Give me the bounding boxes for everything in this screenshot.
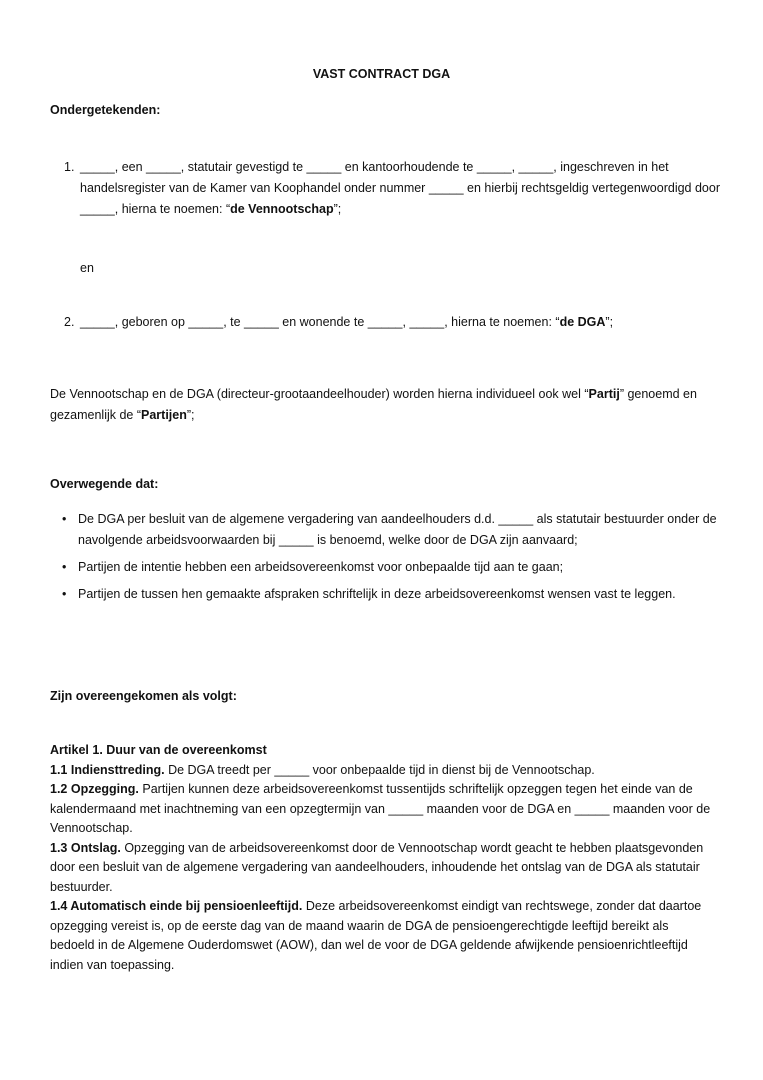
clause-1-2: 1.2 Opzegging. Partijen kunnen deze arbeidsovereenkomst tussentijds schriftelijk opzeggen tegen het einde van de kalendermaand met inachtneming van een opzegtermijn van _____ maanden voor de DGA en _____ maanden voor de Vennootschap.: [50, 782, 711, 835]
heading-signatories: Ondergetekenden:: [50, 103, 161, 117]
party-1-text-end: ”;: [333, 202, 342, 216]
document-title: VAST CONTRACT DGA: [312, 67, 451, 81]
list-item: • Partijen de tussen hen gemaakte afspraken schriftelijk in deze arbeidsovereenkomst wensen vast te leggen.: [62, 584, 722, 605]
party-2-text-end: ”;: [605, 315, 614, 329]
article-1-title: Artikel 1. Duur van de overeenkomst: [50, 743, 267, 757]
list-item: • De DGA per besluit van de algemene vergadering van aandeelhouders d.d. _____ als statutair bestuurder onder de navolgende arbeidsvoorwaarden bij _____ is benoemd, welke door de DGA zijn aanvaard;: [62, 509, 722, 551]
article-1: [50, 741, 715, 975]
clause-1-3: 1.3 Ontslag. Opzegging van de arbeidsovereenkomst door de Vennootschap wordt geacht te hebben plaatsgevonden door een besluit van de algemene vergadering van aandeelhouders, inhoudende het ontslag van de DGA als statutair bestuurder.: [50, 840, 704, 894]
parties-text-c: ”;: [186, 408, 195, 422]
bullet-icon: •: [62, 512, 67, 526]
clause-1-4: 1.4 Automatisch einde bij pensioenleeftijd. Deze arbeidsovereenkomst eindigt van rechtswege, zonder dat daartoe opzegging vereist is, op de eerste dag van de maand waarin de DGA de pensioengerechtigde leeftijd bereikt als bedoeld in de Algemene Ouderdomswet (AOW), dan wel de voor de DGA geldende afwijkende pensioenrichtleeftijd indien van toepassing.: [50, 899, 702, 972]
clause-1-1: 1.1 Indiensttreding. De DGA treedt per _____ voor onbepaalde tijd in dienst bij de Vennootschap.: [50, 762, 595, 777]
party-2-clause: [64, 312, 720, 333]
and-separator: en: [80, 261, 94, 275]
party-2-number: 2.: [64, 315, 75, 329]
party-1-text: _____, een _____, statutair gevestigd te _____ en kantoorhoudende te _____, _____, ingeschreven in het handelsregister van de Kamer van Koophandel onder nummer _____ en hierbij rechtsgeldig vertegenwoordigd door _____, hierna te noemen: “: [80, 160, 720, 216]
party-1-clause: [64, 157, 720, 220]
bullet-icon: •: [62, 560, 67, 574]
list-item: • Partijen de intentie hebben een arbeidsovereenkomst voor onbepaalde tijd aan te gaan;: [62, 557, 722, 578]
defined-term-partij: Partij: [588, 387, 620, 401]
defined-term-partijen: Partijen: [141, 408, 187, 422]
parties-text-b: ” genoemd en gezamenlijk de “: [50, 387, 697, 422]
parties-text-a: De Vennootschap en de DGA (directeur-grootaandeelhouder) worden hierna individueel ook wel “: [50, 387, 589, 401]
party-1-number: 1.: [64, 160, 75, 174]
heading-agreed: Zijn overeengekomen als volgt:: [50, 689, 237, 703]
heading-whereas: Overwegende dat:: [50, 477, 159, 491]
party-2-text: _____, geboren op _____, te _____ en wonende te _____, _____, hierna te noemen: “: [80, 315, 560, 329]
bullet-icon: •: [62, 587, 67, 601]
party-2-defined-term: de DGA: [559, 315, 606, 329]
party-1-defined-term: de Vennootschap: [230, 202, 334, 216]
parties-definition-paragraph: [50, 384, 715, 426]
whereas-list: [62, 509, 722, 611]
